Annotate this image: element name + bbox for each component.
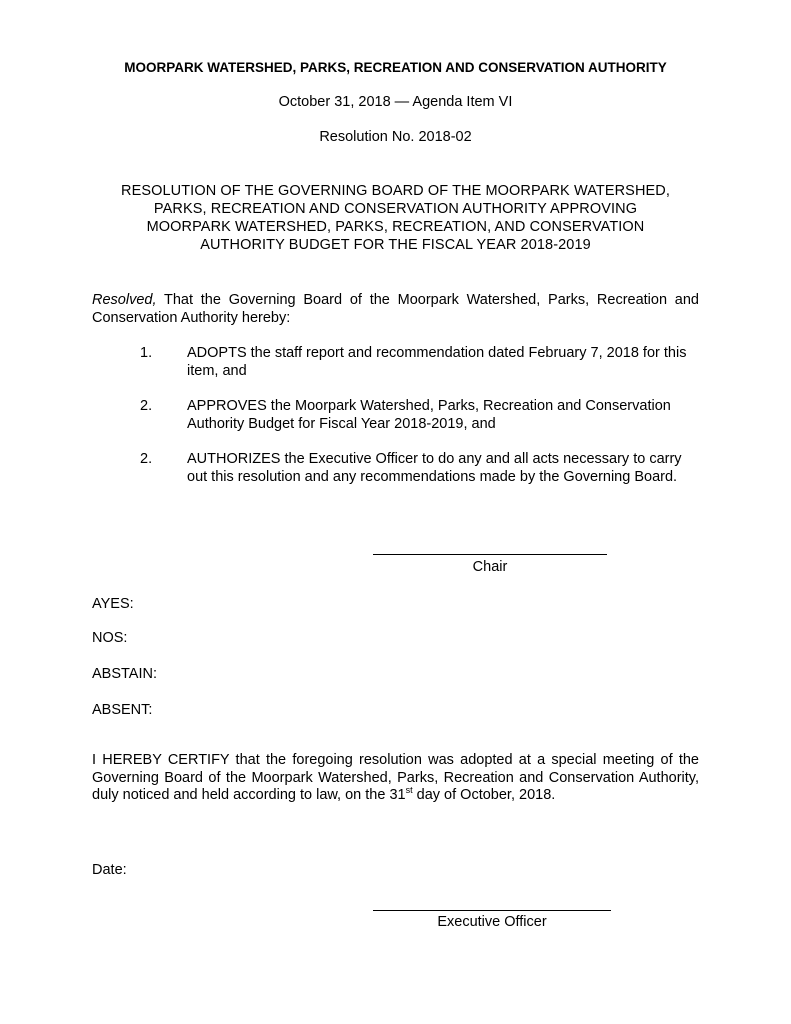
resolved-paragraph — [92, 292, 699, 327]
resolved-text: That the Governing Board of the Moorpark Watershed, Parks, Recreation and Conservation Authority hereby: — [92, 292, 699, 326]
title-line: PARKS, RECREATION AND CONSERVATION AUTHORITY APPROVING — [153, 201, 638, 217]
date-label: Date: — [92, 862, 127, 878]
chair-signature-line — [373, 554, 607, 555]
executive-officer-signature-line — [373, 910, 611, 911]
title-line: MOORPARK WATERSHED, PARKS, RECREATION, AND CONSERVATION — [146, 219, 645, 235]
abstain-label: ABSTAIN: — [92, 666, 157, 682]
organization-heading: MOORPARK WATERSHED, PARKS, RECREATION AND CONSERVATION AUTHORITY — [124, 60, 667, 75]
item-text: ADOPTS the staff report and recommendation dated February 7, 2018 for this item, and — [187, 345, 687, 379]
title-line: AUTHORITY BUDGET FOR THE FISCAL YEAR 2018-2019 — [200, 237, 591, 253]
chair-label: Chair — [472, 559, 508, 575]
item-number: 2. — [140, 451, 153, 467]
executive-officer-label: Executive Officer — [437, 914, 547, 930]
certification-paragraph — [92, 752, 699, 805]
nos-label: NOS: — [92, 630, 128, 646]
resolved-lead: Resolved, — [92, 292, 157, 308]
item-text: AUTHORIZES the Executive Officer to do any and all acts necessary to carry out this resolution and any recommendations made by the Governing Board. — [187, 451, 682, 485]
certification-text: I HEREBY CERTIFY that the foregoing resolution was adopted at a special meeting of the Governing Board of the Moorpark Watershed, Parks, Recreation and Conservation Authority, duly noticed and held according to law, on the 31 — [92, 752, 699, 803]
item-number: 1. — [140, 345, 153, 361]
resolution-title — [0, 182, 791, 254]
absent-label: ABSENT: — [92, 702, 153, 718]
title-line: RESOLUTION OF THE GOVERNING BOARD OF THE MOORPARK WATERSHED, — [121, 183, 670, 199]
item-number: 2. — [140, 398, 153, 414]
meeting-date-agenda-item: October 31, 2018 — Agenda Item VI — [278, 94, 513, 110]
ordinal-suffix: st — [405, 785, 413, 795]
resolution-number: Resolution No. 2018-02 — [319, 129, 472, 145]
ayes-label: AYES: — [92, 596, 134, 612]
item-text: APPROVES the Moorpark Watershed, Parks, Recreation and Conservation Authority Budget for Fiscal Year 2018-2019, and — [187, 398, 671, 432]
certification-text-end: day of October, 2018. — [412, 787, 556, 803]
